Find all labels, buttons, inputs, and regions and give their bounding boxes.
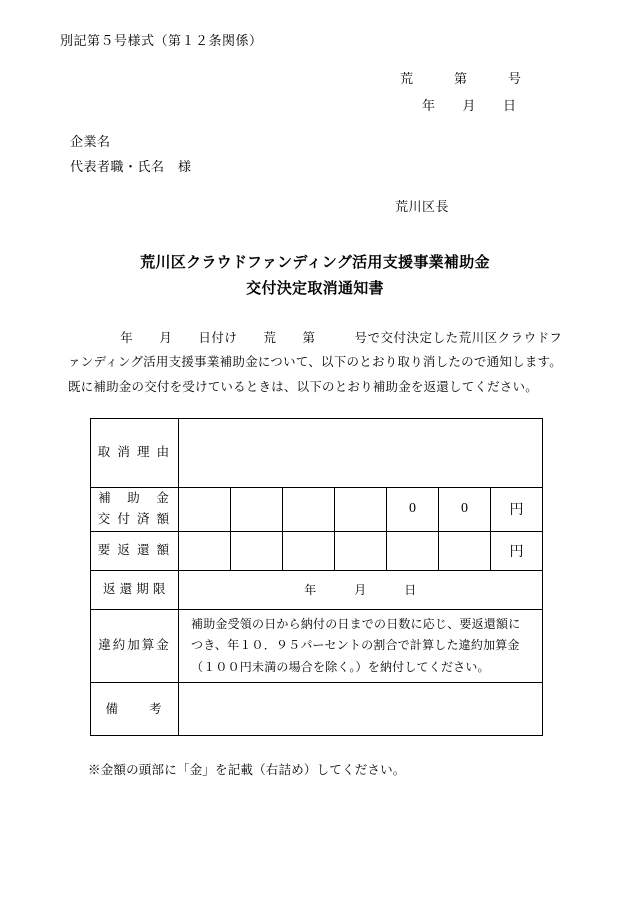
row-label-paid-amount-line2: 交 付 済 額 <box>97 512 172 527</box>
form-number: 別記第５号様式（第１２条関係） <box>60 33 263 48</box>
row-label-refund-amount: 要 返 還 額 <box>91 531 179 570</box>
refund-digit-cell[interactable] <box>283 531 335 570</box>
paid-digit-cell[interactable] <box>335 488 387 532</box>
document-number-line: 荒 第 号 <box>400 71 522 86</box>
row-value-deadline[interactable]: 年 月 日 <box>179 570 543 609</box>
paid-digit-cell[interactable]: 0 <box>439 488 491 532</box>
table-row <box>91 419 543 488</box>
row-value-remarks[interactable] <box>179 683 543 736</box>
table-row <box>91 531 543 570</box>
paid-digit-cell[interactable] <box>283 488 335 532</box>
document-number-block <box>400 68 580 114</box>
row-label-paid-amount <box>91 488 179 532</box>
paid-amount-unit: 円 <box>491 488 543 532</box>
issuer-name: 荒川区長 <box>395 199 450 214</box>
refund-digit-cell[interactable] <box>179 531 231 570</box>
refund-digit-cell[interactable] <box>387 531 439 570</box>
row-label-paid-amount-line1: 補 助 金 <box>98 491 171 505</box>
paid-digit-cell[interactable]: 0 <box>387 488 439 532</box>
addressee-block <box>70 130 192 179</box>
page-title-line2: 交付決定取消通知書 <box>246 280 384 298</box>
row-label-penalty: 違約加算金 <box>91 609 179 683</box>
cancellation-table <box>90 418 543 736</box>
page-title <box>0 250 630 303</box>
table-row <box>91 488 543 532</box>
addressee-person: 代表者職・氏名 様 <box>70 158 192 174</box>
refund-digit-cell[interactable] <box>439 531 491 570</box>
row-value-penalty: 補助金受領の日から納付の日までの日数に応じ、要返還額につき、年１０．９５パーセントの割合で計算した違約加算金（１００円未満の場合を除く。）を納付してください。 <box>191 616 521 674</box>
document-date-line: 年 月 日 <box>422 98 517 113</box>
body-paragraph-text: 年 月 日付け 荒 第 号で交付決定した荒川区クラウドファンディング活用支援事業補助金について、以下のとおり取り消したので通知します。既に補助金の交付を受けているときは、以下のとおり補助金を返還してください。 <box>68 331 562 394</box>
body-paragraph <box>68 326 562 399</box>
table-row <box>91 570 543 609</box>
paid-digit-cell[interactable] <box>231 488 283 532</box>
footnote: ※金額の頭部に「金」を記載（右詰め）してください。 <box>88 763 406 777</box>
row-label-deadline: 返 還 期 限 <box>91 570 179 609</box>
addressee-company: 企業名 <box>70 134 111 149</box>
table-row <box>91 683 543 736</box>
refund-amount-unit: 円 <box>491 531 543 570</box>
table-row <box>91 609 543 683</box>
refund-digit-cell[interactable] <box>335 531 387 570</box>
row-label-reason: 取 消 理 由 <box>91 419 179 488</box>
row-value-reason[interactable] <box>179 419 543 488</box>
page-title-line1: 荒川区クラウドファンディング活用支援事業補助金 <box>140 254 490 271</box>
paid-digit-cell[interactable] <box>179 488 231 532</box>
row-label-remarks: 備 考 <box>91 683 179 736</box>
refund-digit-cell[interactable] <box>231 531 283 570</box>
